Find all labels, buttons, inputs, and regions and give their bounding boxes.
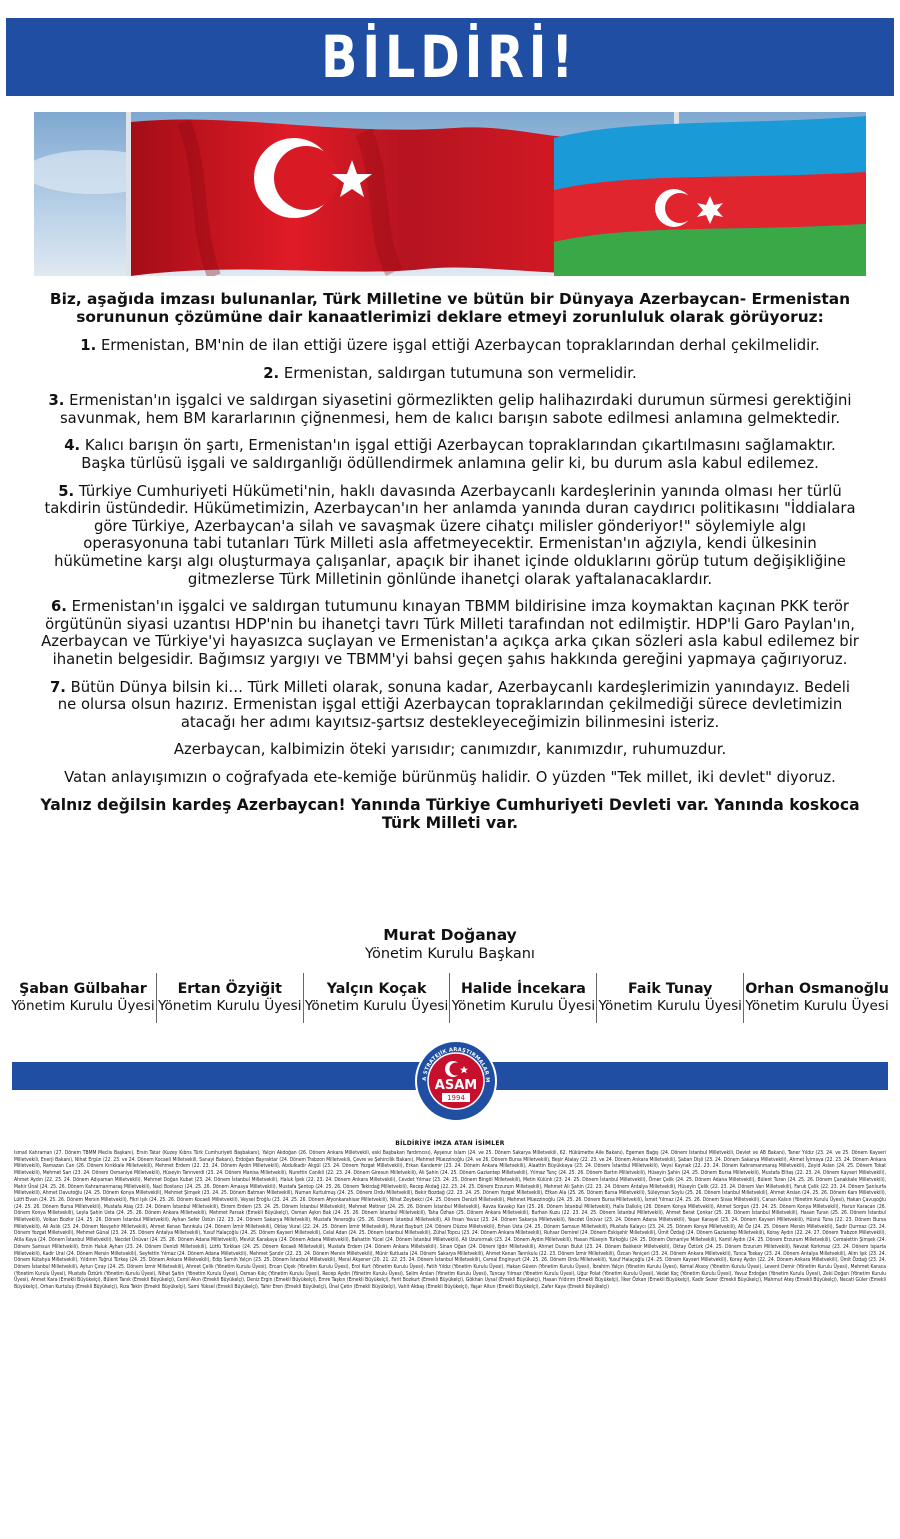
point-text: Bütün Dünya bilsin ki… Türk Milleti olarak, sonuna kadar, Azerbaycanlı kardeşlerimizin yanındayız. Bedeli ne olursa olsun hazırız. Ermenistan işgal ettiği Azerbaycan topraklarından çekilmediği sürece devletimizin atacağı her adımı kayıtsız-şartsız destekleyeceğimizin bilinmesini isteriz. — [57, 678, 850, 731]
member-name: Yalçın Koçak — [326, 981, 427, 997]
point-number: 3. — [48, 392, 65, 410]
point-5 — [40, 483, 860, 589]
point-text: Ermenistan, saldırgan tutumuna son vermelidir. — [283, 364, 637, 382]
point-4 — [40, 437, 860, 472]
member-title: Yönetim Kurulu Üyesi — [158, 998, 302, 1014]
member-name: Faik Tunay — [628, 981, 713, 997]
title-banner — [6, 18, 894, 96]
point-number: 1. — [80, 337, 97, 354]
statement-body — [40, 290, 860, 832]
closing-line-1: Azerbaycan, kalbimizin öteki yarısıdır; canımızdır, kanımızdır, ruhumuzdur. — [173, 741, 727, 759]
signatories-list: İsmail Kahraman (27. Dönem TBMM Meclis Başkanı), Ersin Tatar (Kuzey Kıbrıs Türk Cumhuriyeti Başbakanı), Yalçın Akdoğan (26. Dönem Ankara Milletvekili, eski Başbakan Yardımcısı), Ayşenur İslam (24. ve 25. Dönem Sakarya Milletvekili, 62. Hükümette Aile Bakanı), Egemen Bağış (24. Dönem İstanbul Milletvekili, Devlet ve AB Bakanı), Taner Yıldız (23. 24. ve 25. Dönem Kayseri Milletvekili, Enerji Bakanı), Nihat Ergün (22. 23. ve 24. Dönem Kocaeli Milletvekili, Sanayi Bakanı), Erdoğan Bayraktar (24. Dönem Trabzon Milletvekili, Çevre ve Şehircilik Bakanı), Mehmet Müezzinoğlu (24. ve 26. Dönem Bursa Milletvekili), Beşir Atalay (22. 23. ve 24. Dönem Ankara Milletvekili), Şaban Dişli (23. 24. Dönem Sakarya Milletvekili), Ahmet İyimaya (22. 23. 24. Dönem Ankara Milletvekili), Ramazan Can (26. Dönem Kırıkkale Milletvekili), Mehmet Erdem (22. 23. 24. Dönem Aydın Milletvekili), Abdulkadir Akgül (23. 24. Dönem Yozgat Milletvekili), Erkan Kandemir (23. 24. Dönem Ankara Milletvekili), Alaattin Büyükkaya (23. 24. Dönem İstanbul Milletvekili), Veysi Kaynak (22. 23. 24. Dönem Kahramanmaraş Milletvekili), Zeyid Aslan (24. 25. Dönem Tokat Milletvekili), Mehmet Sarı (23. 24. Dönem Osmaniye Milletvekili), Hüseyin Tanrıverdi (23. 24. Dönem Manisa Milletvekili), Nurettin Canikli (22. 23. 24. Dönem Giresun Milletvekili), Ali Şahin (24. 25. Dönem Gaziantep Milletvekili), Yılmaz Tunç (24. 25. 26. Dönem Bartın Milletvekili), Hüseyin Şahin (24. 25. Dönem Bursa Milletvekili), Mustafa Elitaş (22. 23. 24. Dönem Kayseri Milletvekili), Ahmet Aydın (22. 23. 24. Dönem Adıyaman Milletvekili), Mehmet Doğan Kubat (23. 24. Dönem İstanbul Milletvekili), Haluk İpek (22. 23. 24. Dönem Ankara Milletvekili), Cevdet Yılmaz (23. 24. 25. Dönem Bingöl Milletvekili), Metin Külünk (23. 24. 25. Dönem İstanbul Milletvekili), Ömer Çelik (24. 25. Dönem Adana Milletvekili), Bülent Turan (24. 25. 26. Dönem Çanakkale Milletvekili), Mahir Ünal (24. 25. 26. Dönem Kahramanmaraş Milletvekili), Naci Bostancı (24. 25. 26. Dönem Amasya Milletvekili), Mustafa Şentop (24. 25. 26. Dönem Tekirdağ Milletvekili), Recep Akdağ (22. 23. 24. 25. Dönem Erzurum Milletvekili), Mehmet Ali Şahin (22. 23. 24. Dönem Antalya Milletvekili), Hüseyin Çelik (22. 23. 24. Dönem Van Milletvekili), Faruk Çelik (22. 23. 24. Dönem Şanlıurfa Milletvekili), Ahmet Davutoğlu (24. 25. Dönem Konya Milletvekili), Mehmet Şimşek (23. 24. 25. Dönem Batman Milletvekili), Numan Kurtulmuş (24. 25. Dönem Ordu Milletvekili), Bekir Bozdağ (22. 23. 24. 25. Dönem Yozgat Milletvekili), Efkan Ala (25. 26. Dönem Bursa Milletvekili), Süleyman Soylu (25. 26. Dönem İstanbul Milletvekili), Ahmet Arslan (24. 25. 26. Dönem Kars Milletvekili), Lütfi Elvan (24. 25. 26. Dönem Mersin Milletvekili), Fikri Işık (24. 25. 26. Dönem Kocaeli Milletvekili), Veysel Eroğlu (23. 24. 25. 26. Dönem Afyonkarahisar Milletvekili), Nihat Zeybekci (24. 25. Dönem Denizli Milletvekili), Mehmet Müezzinoğlu (24. 25. 26. Dönem Bursa Milletvekili), İsmet Yılmaz (24. 25. 26. Dönem Sivas Milletvekili), Canan Kalsın (Yönetim Kurulu Üyesi), Hakan Çavuşoğlu (24. 25. 26. Dönem Bursa Milletvekili), Mustafa Ataş (23. 24. Dönem İstanbul Milletvekili), Ekrem Erdem (23. 24. 25. Dönem İstanbul Milletvekili), Mehmet Metiner (24. 25. 26. Dönem İstanbul Milletvekili), Ravza Kavakçı Kan (25. 26. Dönem İstanbul Milletvekili), Halis Dalkılıç (26. Dönem Konya Milletvekili), Ahmet Sorgun (23. 24. 25. Dönem Konya Milletvekili), Harun Karacan (26. Dönem Konya Milletvekili), Leyla Şahin Usta (24. 25. 26. Dönem Ankara Milletvekili), Mehmet Parsak (Emekli Büyükelçi), Osman Aşkın Bak (24. 25. 26. Dönem İstanbul Milletvekili), Taha Özhan (25. Dönem Ankara Milletvekili), Burhan Kuzu (22. 23. 24. 25. Dönem İstanbul Milletvekili), Ahmet Berat Çonkar (25. 26. Dönem İstanbul Milletvekili), Hasan Turan (25. 26. Dönem İstanbul Milletvekili), Volkan Bozkır (24. 25. 26. Dönem İstanbul Milletvekili), Ayhan Sefer Üstün (22. 23. 24. Dönem Sakarya Milletvekili), Mustafa Yeneroğlu (25. 26. Dönem İstanbul Milletvekili), Ali Ihsan Yavuz (23. 24. Dönem Sakarya Milletvekili), Necdet Ünüvar (23. 24. Dönem Adana Milletvekili), Yaşar Karayel (23. 24. Dönem Kayseri Milletvekili), Hüsnü Tuna (22. 23. Dönem Bursa Milletvekili), Ali Aslık (23. 24. Dönem Nevşehir Milletvekili), Ahmet Kenan Tanrıkulu (24. Dönem İzmir Milletvekili), Oktay Vural (22. 24. 25. Dönem İzmir Milletvekili), Murat Bayburt (24. Dönem Düzce Milletvekili), Erhan Usta (24. 25. Dönem Samsun Milletvekili), Mustafa Kalaycı (23. 24. 25. Dönem Konya Milletvekili), Ali Öz (24. 25. Dönem Mersin Milletvekili), Sadir Durmaz (23. 24. Dönem Yozgat Milletvekili), Mehmet Günal (23. 24. 25. Dönem Antalya Milletvekili), Yusuf Halaçoğlu (24. 25. Dönem Kayseri Milletvekili), Celal Adan (24. 25. Dönem İstanbul Milletvekili), Zühal Topcu (23. 24. Dönem Ankara Milletvekili), Ruhsar Demirel (24. Dönem Eskişehir Milletvekili), Ümit Özdağ (24. Dönem Gaziantep Milletvekili), Koray Aydın (22. 24. 27. Dönem Trabzon Milletvekili), Atila Kaya (24. Dönem İstanbul Milletvekili), Necdet Ünüvar (24. 25. 26. Dönem Adana Milletvekili), Mevlüt Karakaya (24. Dönem Adana Milletvekili), Bahattin Yücel (24. Dönem İstanbul Milletvekili), Ali Uzunırmak (23. 24. Dönem Aydın Milletvekili), Hasan Hüseyin Türkoğlu (24. 25. Dönem Osmaniye Milletvekili), Kamil Aydın (24. 25. Dönem Erzurum Milletvekili), Cemalettin Şimşek (24. Dönem Samsun Milletvekili), Emin Haluk Ayhan (23. 24. Dönem Denizli Milletvekili), Lütfü Türkkan (24. 25. Dönem Kocaeli Milletvekili), Mustafa Erdem (24. Dönem Ankara Milletvekili), Sinan Oğan (24. Dönem Iğdır Milletvekili), Ahmet Duran Bulut (23. 24. Dönem Balıkesir Milletvekili), Oktay Öztürk (24. 25. Dönem Erzurum Milletvekili), Nevzat Korkmaz (23. 24. Dönem Isparta Milletvekili), Kadir Ural (24. Dönem Mersin Milletvekili), Seyfettin Yılmaz (24. Dönem Adana Milletvekili), Mehmet Şandır (22. 23. 24. Dönem Mersin Milletvekili), Münir Kutluata (24. Dönem Sakarya Milletvekili), Ahmet Kenan Tanrıkulu (22. 23. Dönem İzmir Milletvekili), Özcan Yeniçeri (23. 24. Dönem Ankara Milletvekili), Tunca Toskay (23. 24. Dönem Antalya Milletvekili), Alim Işık (23. 24. Dönem Kütahya Milletvekili), Yıldırım Tuğrul Türkeş (24. 25. Dönem Ankara Milletvekili), Edip Semih Yalçın (23. 25. Dönem İstanbul Milletvekili), Meral Akşener (20. 21. 22. 23. 24. Dönem İstanbul Milletvekili), Cemal Enginyurt (24. 25. 26. Dönem Ordu Milletvekili), Yusuf Halaçoğlu (24. 25. Dönem Kayseri Milletvekili), Koray Aydın (22. 24. Dönem Ankara Milletvekili), Ümit Özdağ (23. 24. Dönem İstanbul Milletvekili), Aytun Çıray (24. 25. Dönem İzmir Milletvekili), Ahmet Çelik (Yönetim Kurulu Üyesi), Ercan Çiçek (Yönetim Kurulu Üyesi), Erol Kurt (Yönetim Kurulu Üyesi), Fatih Yıldız (Yönetim Kurulu Üyesi), Hakan Güven (Yönetim Kurulu Üyesi), İbrahim Yalçın (Yönetim Kurulu Üyesi), Kemal Aksoy (Yönetim Kurulu Üyesi), Levent Demir (Yönetim Kurulu Üyesi), Mehmet Karaca (Yönetim Kurulu Üyesi), Mustafa Öztürk (Yönetim Kurulu Üyesi), Nihat Şahin (Yönetim Kurulu Üyesi), Osman Kılıç (Yönetim Kurulu Üyesi), Recep Aydın (Yönetim Kurulu Üyesi), Selim Arslan (Yönetim Kurulu Üyesi), Tuncay Yılmaz (Yönetim Kurulu Üyesi), Uğur Polat (Yönetim Kurulu Üyesi), Vedat Koç (Yönetim Kurulu Üyesi), Yavuz Erdoğan (Yönetim Kurulu Üyesi), Zeki Doğan (Yönetim Kurulu Üyesi), Ahmet Kara (Emekli Büyükelçi), Bülent Tanık (Emekli Büyükelçi), Cemil Akın (Emekli Büyükelçi), Deniz Ergin (Emekli Büyükelçi), Emre Taşkın (Emekli Büyükelçi), Ferit Bozkurt (Emekli Büyükelçi), Gökhan Uysal (Emekli Büyükelçi), Hasan Yıldırım (Emekli Büyükelçi), İlker Özkan (Emekli Büyükelçi), Kadir Sezer (Emekli Büyükelçi), Mahmut Ateş (Emekli Büyükelçi), Necati Güler (Emekli Büyükelçi), Orhan Kurtuluş (Emekli Büyükelçi), Rıza Tekin (Emekli Büyükelçi), Sami Yüksel (Emekli Büyükelçi), Tahir Eren (Emekli Büyükelçi), Ünal Çetin (Emekli Büyükelçi), Vahit Akbaş (Emekli Büyükelçi), Yaşar Altun (Emekli Büyükelçi), Zafer Kaya (Emekli Büyükelçi) — [14, 1150, 886, 1291]
board-member — [743, 973, 890, 1023]
board-member — [10, 973, 156, 1023]
signatories-heading: BİLDİRİYE İMZA ATAN İSİMLER — [395, 1140, 505, 1147]
point-text: Ermenistan, BM'nin de ilan ettiği üzere işgal ettiği Azerbaycan topraklarından derhal çekilmelidir. — [100, 337, 820, 354]
member-name: Halide İncekara — [460, 981, 586, 997]
logo-year: 1994 — [447, 1094, 465, 1103]
closing-line-2: Vatan anlayışımızın o coğrafyada ete-kemiğe bürünmüş halidir. O yüzden "Tek millet, iki devlet" diyoruz. — [64, 768, 836, 786]
point-3 — [40, 392, 860, 427]
point-6 — [40, 598, 860, 668]
banner-title: BİLDİRİ! — [321, 23, 579, 91]
logo-text: ASAM — [434, 1078, 478, 1093]
statement-intro: Biz, aşağıda imzası bulunanlar, Türk Milletine ve bütün bir Dünyaya Azerbaycan- Ermenistan sorununun çözümüne dair kanaatlerimizi deklare etmeyi zorunluluk olarak görüyoruz: — [49, 290, 851, 326]
board-members — [10, 973, 890, 1023]
slogan: Yalnız değilsin kardeş Azerbaycan! Yanında Türkiye Cumhuriyeti Devleti var. Yanında koskoca Türk Milleti var. — [40, 796, 860, 833]
chair-name: Murat Doğanay — [383, 926, 517, 944]
chair-signature — [250, 926, 650, 964]
point-number: 4. — [64, 437, 81, 455]
board-member — [303, 973, 450, 1023]
turkey-azerbaijan-flags-image — [34, 112, 866, 276]
point-text: Ermenistan'ın işgalci ve saldırgan tutumunu kınayan TBMM bildirisine imza koymaktan kaçınan PKK terör örgütünün siyasi uzantısı HDP'nin bu ihanetçi tavrı Türk Milleti tarafından not edilmiştir. HDP'li Garo Paylan'ın, Azerbaycan ve Türkiye'yi hayasızca suçlayan ve Ermenistan'a açıkça arka çıkan sözleri asla kabul edilemez bir ihanetin belgesidir. Bağımsız yargıyı ve TBMM'yi bahsi geçen şahıs hakkında gereğini yapmaya çağırıyoruz. — [41, 598, 859, 668]
flags-illustration — [34, 112, 866, 276]
point-text: Kalıcı barışın ön şartı, Ermenistan'ın işgal ettiği Azerbaycan topraklarından çıkartılmasını sağlamaktır. Başka türlüsü işgali ve saldırganlığı ödüllendirmek anlamına gelir ki, bu durum asla kabul edilemez. — [81, 437, 836, 472]
point-text: Ermenistan'ın işgalci ve saldırgan siyasetini görmezlikten gelip halihazırdaki durumun sürmesi gerektiğini savunmak, hem BM kararlarının çiğnenmesi, hem de kalıcı barışın sabote edilmesi anlamına gelmektedir. — [59, 392, 852, 427]
member-title: Yönetim Kurulu Üyesi — [745, 998, 889, 1014]
asam-logo — [413, 1027, 499, 1135]
chair-title: Yönetim Kurulu Başkanı — [365, 946, 535, 962]
member-name: Ertan Özyiğit — [177, 981, 282, 997]
board-member — [449, 973, 596, 1023]
point-number: 2. — [263, 364, 280, 382]
point-text: Türkiye Cumhuriyeti Hükümeti'nin, haklı davasında Azerbaycanlı kardeşlerinin yanında olması her türlü takdirin üstündedir. Hükümetimizin, Azerbaycan'ın her anlamda yanında duran caydırıcı politikasını "İddialara göre Türkiye, Azerbaycan'a silah ve savaşmak üzere cihatçı milisler gönderiyor!" söylemiyle algı operasyonuna tabi tutanları Türk Milleti asla affetmeyecektir. Ermenistan'ın ağzıyla, kendi ülkesinin hükümetine karşı algı oluşturmaya çalışanlar, apaçık bir ihanet içinde olduklarını görüp tutum değişikliğine gitmezlerse Türk Milletinin gönlünde ihanetçi olarak yaftalanacaklardır. — [44, 482, 856, 588]
member-title: Yönetim Kurulu Üyesi — [11, 998, 155, 1014]
point-7 — [40, 679, 860, 732]
member-title: Yönetim Kurulu Üyesi — [304, 998, 449, 1014]
point-number: 6. — [51, 598, 67, 616]
point-number: 7. — [50, 678, 66, 696]
board-member — [156, 973, 303, 1023]
member-name: Orhan Osmanoğlu — [745, 981, 889, 997]
point-2 — [40, 365, 860, 383]
board-member — [596, 973, 743, 1023]
logo-ring-text: A STRATEJİK ARAŞTIRMALAR M — [421, 1046, 491, 1083]
asam-emblem-icon — [413, 1027, 499, 1135]
point-number: 5. — [58, 482, 75, 500]
member-title: Yönetim Kurulu Üyesi — [451, 998, 596, 1014]
point-1 — [40, 337, 860, 355]
member-title: Yönetim Kurulu Üyesi — [598, 998, 742, 1014]
member-name: Şaban Gülbahar — [19, 981, 147, 997]
